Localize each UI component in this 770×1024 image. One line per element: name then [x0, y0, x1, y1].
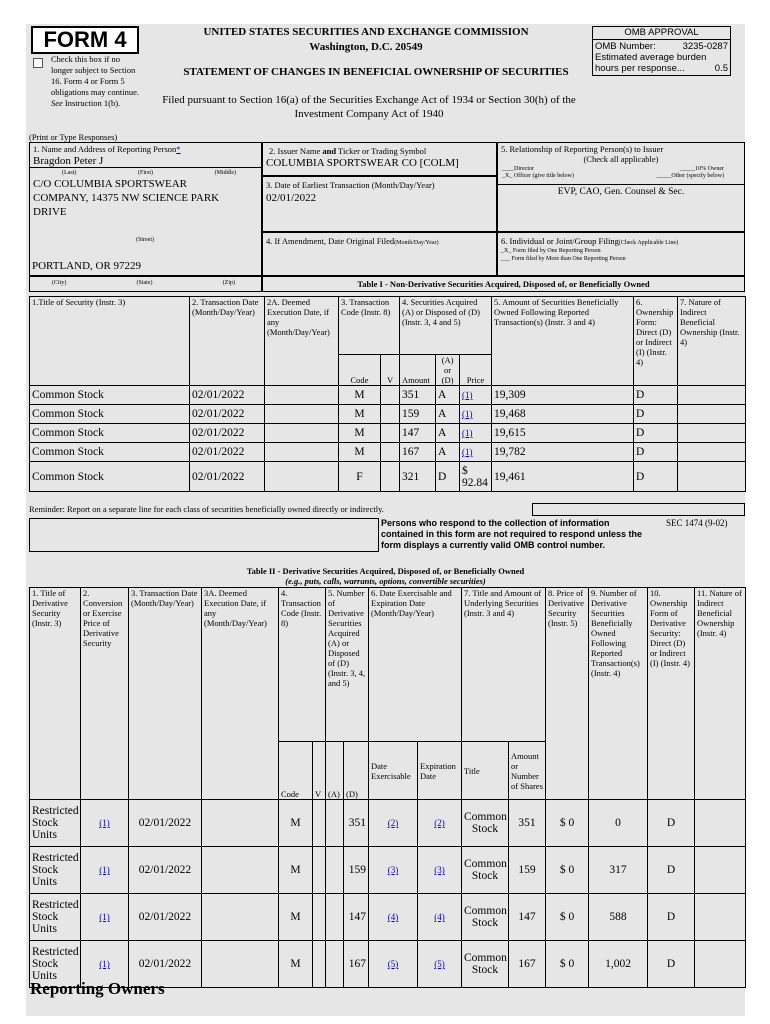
sec-code: SEC 1474 (9-02) [666, 518, 728, 528]
t1-amount: 321 [400, 462, 436, 492]
t1-deemed [265, 462, 339, 492]
t2-v [313, 800, 326, 847]
t2-exercisable-footnote-link[interactable]: (5) [387, 959, 399, 969]
other-option[interactable]: _____Other (specify below) [656, 173, 724, 179]
t1-price [460, 424, 492, 443]
t2-deemed [202, 941, 279, 988]
checkbox-note: Check this box if no longer subject to Section 16. Form 4 or Form 5 obligations may continue. See Instruction 1(b). [51, 54, 140, 108]
t2-owned: 0 [589, 800, 648, 847]
t1-form: D [634, 424, 678, 443]
t2-subheader-v: V [313, 742, 326, 800]
t1-owned: 19,461 [492, 462, 634, 492]
city-label: (City) [52, 280, 67, 286]
persons-notice: Persons who respond to the collection of information contained in this form are not required to respond unless the form displays a currently valid OMB control number. [381, 518, 643, 550]
table1-row [30, 405, 746, 424]
t1-price [460, 443, 492, 462]
street-label: (Street) [136, 237, 154, 243]
t2-d: 167 [344, 941, 369, 988]
t2-a [326, 941, 344, 988]
t1-subheader-code: Code [339, 355, 381, 386]
t2-code: M [279, 894, 313, 941]
t1-subheader-v: V [381, 355, 400, 386]
t1-header-code: 3. Transaction Code (Instr. 8) [339, 297, 400, 355]
t2-subheader-title: Title [462, 742, 509, 800]
form-page [26, 24, 745, 1016]
t2-exercisable [369, 941, 418, 988]
t1-price: $ 92.84 [460, 462, 492, 492]
box3-label: 3. Date of Earliest Transaction (Month/Day/Year) [266, 180, 435, 190]
statement-title: STATEMENT OF CHANGES IN BENEFICIAL OWNERSHIP OF SECURITIES [183, 66, 569, 78]
omb-hours: 0.5 [714, 63, 728, 74]
table1-title: Table I - Non-Derivative Securities Acquired, Disposed of, or Beneficially Owned [357, 279, 650, 289]
t1-date: 02/01/2022 [190, 386, 265, 405]
box6-label: 6. Individual or Joint/Group Filing [501, 236, 619, 246]
t2-code: M [279, 800, 313, 847]
t2-header-owned: 9. Number of Derivative Securities Beneficially Owned Following Reported Transaction(s) (Instr. 4) [589, 588, 648, 800]
t2-date: 02/01/2022 [129, 847, 202, 894]
omb-burden-label: Estimated average burden [595, 52, 707, 63]
agency-name: UNITED STATES SECURITIES AND EXCHANGE COMMISSION [203, 26, 529, 38]
t2-title: Restricted Stock Units [30, 894, 81, 941]
reporting-person-box [29, 142, 262, 276]
t1-price [460, 386, 492, 405]
t2-form: D [648, 847, 695, 894]
t1-header-acquired: 4. Securities Acquired (A) or Disposed of (D) (Instr. 3, 4 and 5) [400, 297, 492, 355]
t2-deemed [202, 847, 279, 894]
t2-form: D [648, 941, 695, 988]
t2-date: 02/01/2022 [129, 894, 202, 941]
t1-v [381, 386, 400, 405]
t2-price: $ 0 [546, 800, 589, 847]
state-label: (State) [136, 280, 153, 286]
table2 [29, 587, 746, 988]
agency-city: Washington, D.C. 20549 [309, 41, 423, 53]
no-longer-subject-checkbox[interactable] [33, 58, 43, 68]
t2-title: Restricted Stock Units [30, 847, 81, 894]
omb-number-label: OMB Number: [595, 41, 656, 52]
t1-deemed [265, 443, 339, 462]
t2-owned: 1,002 [589, 941, 648, 988]
t1-title: Common Stock [30, 405, 190, 424]
t2-exercisable [369, 847, 418, 894]
t2-u-amount: 147 [509, 894, 546, 941]
t2-code: M [279, 941, 313, 988]
reporting-person-city-state: PORTLAND, OR 97229 [32, 260, 142, 272]
t2-subheader-a: (A) [326, 742, 344, 800]
officer-title: EVP, CAO, Gen. Counsel & Sec. [557, 187, 685, 197]
box4-label: 4. If Amendment, Date Original Filed [266, 236, 395, 246]
t1-subheader-aord: (A) or (D) [436, 355, 460, 386]
t1-owned: 19,468 [492, 405, 634, 424]
t2-conv [81, 894, 129, 941]
t1-ad: A [436, 405, 460, 424]
t1-price [460, 405, 492, 424]
t2-a [326, 894, 344, 941]
t1-title: Common Stock [30, 386, 190, 405]
t1-title: Common Stock [30, 424, 190, 443]
t1-code: M [339, 386, 381, 405]
multi-person-option[interactable]: ___ Form filed by More than One Reporting Person [501, 256, 626, 262]
t1-date: 02/01/2022 [190, 462, 265, 492]
t2-header-title: 1. Title of Derivative Security (Instr. 3) [30, 588, 81, 800]
reporting-owners-heading: Reporting Owners [30, 979, 165, 998]
t2-header-dates: 6. Date Exercisable and Expiration Date (Month/Day/Year) [369, 588, 462, 742]
t1-form: D [634, 386, 678, 405]
officer-title-box [497, 184, 745, 232]
t1-nature [678, 462, 746, 492]
t2-header-deemed: 3A. Deemed Execution Date, if any (Month/Day/Year) [202, 588, 279, 800]
table2-subtitle: (e.g., puts, calls, warrants, options, convertible securities) [285, 576, 486, 586]
t2-conv-footnote-link[interactable]: (1) [99, 959, 110, 969]
table1 [29, 296, 746, 492]
t2-subheader-exp: Expiration Date [418, 742, 462, 800]
table1-row [30, 386, 746, 405]
reminder-text: Reminder: Report on a separate line for each class of securities beneficially owned directly or indirectly. [29, 504, 384, 514]
t2-nature [695, 847, 746, 894]
t2-price: $ 0 [546, 847, 589, 894]
asterisk-link[interactable]: * [176, 144, 181, 154]
t2-price: $ 0 [546, 941, 589, 988]
t2-v [313, 847, 326, 894]
reporting-person-name: Bragdon Peter J [30, 155, 261, 168]
t2-conv-footnote-link[interactable]: (1) [99, 912, 110, 922]
t1-form: D [634, 405, 678, 424]
t1-v [381, 462, 400, 492]
t2-exercisable-footnote-link[interactable]: (2) [387, 818, 399, 828]
t2-expiration-footnote-link[interactable]: (5) [434, 959, 445, 969]
t1-price-footnote-link[interactable]: (1) [462, 447, 473, 457]
t2-u-title: Common Stock [462, 847, 509, 894]
table2-row [30, 894, 746, 941]
t2-price: $ 0 [546, 894, 589, 941]
t2-expiration [418, 941, 462, 988]
issuer-name: COLUMBIA SPORTSWEAR CO [COLM] [266, 157, 459, 169]
t2-subheader-d: (D) [344, 742, 369, 800]
t2-subheader-amount: Amount or Number of Shares [509, 742, 546, 800]
t2-deemed [202, 800, 279, 847]
t2-form: D [648, 800, 695, 847]
t1-code: M [339, 405, 381, 424]
box5-check: (Check all applicable) [583, 154, 659, 164]
joint-filing-box: 6. Individual or Joint/Group Filing(Check Applicable Line) _X_ Form filed by One Reporting Person ___ Form filed by More than One Reporting Person [497, 232, 745, 276]
t1-v [381, 443, 400, 462]
t1-title: Common Stock [30, 462, 190, 492]
omb-number: 3235-0287 [682, 41, 728, 52]
earliest-transaction-date: 02/01/2022 [266, 192, 317, 204]
amendment-box: 4. If Amendment, Date Original Filed(Month/Day/Year) [262, 232, 497, 276]
t2-header-number: 5. Number of Derivative Securities Acquired (A) or Disposed of (D) (Instr. 3, 4, and 5) [326, 588, 369, 742]
t2-header-nature: 11. Nature of Indirect Beneficial Ownership (Instr. 4) [695, 588, 746, 800]
box5-label: 5. Relationship of Reporting Person(s) to Issuer [501, 144, 664, 154]
t2-title: Restricted Stock Units [30, 800, 81, 847]
first-label: (First) [138, 170, 153, 176]
t1-amount: 147 [400, 424, 436, 443]
reminder-right-box [532, 503, 745, 516]
t1-ad: D [436, 462, 460, 492]
table1-row [30, 443, 746, 462]
t1-price-footnote-link[interactable]: (1) [462, 409, 473, 419]
t2-d: 351 [344, 800, 369, 847]
t2-a [326, 847, 344, 894]
ten-pct-owner-option[interactable]: _____10% Owner [680, 166, 724, 172]
t1-header-deemed: 2A. Deemed Execution Date, if any (Month/Day/Year) [265, 297, 339, 386]
t2-expiration-footnote-link[interactable]: (3) [434, 865, 445, 875]
t2-exercisable-footnote-link[interactable]: (4) [387, 912, 399, 922]
table1-title-bar [262, 276, 745, 292]
t1-subheader-price: Price [460, 355, 492, 386]
t1-ad: A [436, 443, 460, 462]
t2-title: Restricted Stock Units [30, 941, 81, 988]
one-person-option[interactable]: _X_ Form filed by One Reporting Person [501, 248, 601, 254]
t1-nature [678, 424, 746, 443]
t1-owned: 19,309 [492, 386, 634, 405]
t2-expiration-footnote-link[interactable]: (2) [434, 818, 445, 828]
t1-deemed [265, 405, 339, 424]
table1-row [30, 424, 746, 443]
t2-header-underlying: 7. Title and Amount of Underlying Securities (Instr. 3 and 4) [462, 588, 546, 742]
t2-expiration [418, 894, 462, 941]
officer-option[interactable]: _X_ Officer (give title below) [502, 173, 574, 179]
table2-title: Table II - Derivative Securities Acquired, Disposed of, or Beneficially Owned [246, 566, 525, 576]
t2-conv-footnote-link[interactable]: (1) [99, 818, 110, 828]
t2-owned: 588 [589, 894, 648, 941]
t1-code: M [339, 443, 381, 462]
print-type-note: (Print or Type Responses) [29, 132, 118, 142]
t1-owned: 19,615 [492, 424, 634, 443]
t2-header-form: 10. Ownership Form of Derivative Security: Direct (D) or Indirect (I) (Instr. 4) [648, 588, 695, 800]
t2-expiration-footnote-link[interactable]: (4) [434, 912, 445, 922]
t2-code: M [279, 847, 313, 894]
t1-owned: 19,782 [492, 443, 634, 462]
t2-nature [695, 800, 746, 847]
t2-date: 02/01/2022 [129, 800, 202, 847]
t1-amount: 167 [400, 443, 436, 462]
t2-subheader-date-ex: Date Exercisable [369, 742, 418, 800]
table2-row [30, 800, 746, 847]
persons-left-box [29, 518, 379, 552]
t2-date: 02/01/2022 [129, 941, 202, 988]
t1-amount: 159 [400, 405, 436, 424]
t2-u-amount: 351 [509, 800, 546, 847]
form-title: FORM 4 [43, 27, 127, 52]
t2-expiration [418, 847, 462, 894]
t1-code: F [339, 462, 381, 492]
t2-deemed [202, 894, 279, 941]
t1-deemed [265, 424, 339, 443]
director-option[interactable]: ____Director [502, 166, 534, 172]
t1-price-footnote-link[interactable]: (1) [462, 390, 473, 400]
t2-a [326, 800, 344, 847]
t1-date: 02/01/2022 [190, 443, 265, 462]
table2-row [30, 847, 746, 894]
table1-row [30, 462, 746, 492]
t1-nature [678, 443, 746, 462]
reporting-person-address: C/O COLUMBIA SPORTSWEAR COMPANY, 14375 NW SCIENCE PARK DRIVE [33, 178, 220, 218]
omb-hours-label: hours per response... [595, 63, 685, 74]
t2-conv-footnote-link[interactable]: (1) [99, 865, 110, 875]
t2-header-price: 8. Price of Derivative Security (Instr. 5) [546, 588, 589, 800]
t1-code: M [339, 424, 381, 443]
t1-header-title: 1.Title of Security (Instr. 3) [30, 297, 190, 386]
t1-ad: A [436, 424, 460, 443]
t1-form: D [634, 443, 678, 462]
last-label: (Last) [62, 170, 77, 176]
t2-form: D [648, 894, 695, 941]
t2-u-title: Common Stock [462, 894, 509, 941]
t2-d: 159 [344, 847, 369, 894]
form-title-box [31, 26, 139, 54]
omb-approval-box [592, 26, 731, 76]
city-state-zip-labels [29, 276, 262, 292]
t1-subheader-amount: Amount [400, 355, 436, 386]
t1-ad: A [436, 386, 460, 405]
t2-u-title: Common Stock [462, 800, 509, 847]
t2-u-amount: 159 [509, 847, 546, 894]
t2-d: 147 [344, 894, 369, 941]
t1-date: 02/01/2022 [190, 405, 265, 424]
t1-form: D [634, 462, 678, 492]
t2-nature [695, 894, 746, 941]
t2-exercisable-footnote-link[interactable]: (3) [387, 865, 399, 875]
t1-nature [678, 386, 746, 405]
box1-label: 1. Name and Address of Reporting Person [33, 144, 177, 154]
earliest-transaction-box [262, 176, 497, 232]
t2-nature [695, 941, 746, 988]
t1-deemed [265, 386, 339, 405]
issuer-box: 2. Issuer Name and Ticker or Trading Symbol COLUMBIA SPORTSWEAR CO [COLM] [262, 142, 497, 176]
t2-v [313, 941, 326, 988]
t1-nature [678, 405, 746, 424]
filed-pursuant: Filed pursuant to Section 16(a) of the Securities Exchange Act of 1934 or Section 30(h) of the Investment Company Act of 1940 [162, 94, 576, 120]
t2-owned: 317 [589, 847, 648, 894]
t2-conv [81, 847, 129, 894]
t2-u-title: Common Stock [462, 941, 509, 988]
t1-header-date: 2. Transaction Date (Month/Day/Year) [190, 297, 265, 386]
t1-title: Common Stock [30, 443, 190, 462]
t1-date: 02/01/2022 [190, 424, 265, 443]
t1-header-form: 6. Ownership Form: Direct (D) or Indirect (I) (Instr. 4) [634, 297, 678, 386]
t2-expiration [418, 800, 462, 847]
t2-header-conversion: 2. Conversion or Exercise Price of Derivative Security [81, 588, 129, 800]
t1-header-owned: 5. Amount of Securities Beneficially Owned Following Reported Transaction(s) (Instr. 3 and 4) [492, 297, 634, 386]
omb-title: OMB APPROVAL [593, 27, 730, 40]
t1-v [381, 405, 400, 424]
t2-header-code: 4. Transaction Code (Instr. 8) [279, 588, 326, 742]
t2-conv [81, 800, 129, 847]
t2-exercisable [369, 800, 418, 847]
middle-label: (Middle) [214, 170, 236, 176]
t1-v [381, 424, 400, 443]
t1-header-nature: 7. Nature of Indirect Beneficial Ownership (Instr. 4) [678, 297, 746, 386]
t2-u-amount: 167 [509, 941, 546, 988]
t2-v [313, 894, 326, 941]
t2-subheader-code: Code [279, 742, 313, 800]
t1-amount: 351 [400, 386, 436, 405]
zip-label: (Zip) [222, 280, 235, 286]
t1-price-footnote-link[interactable]: (1) [462, 428, 473, 438]
t2-exercisable [369, 894, 418, 941]
t2-header-date: 3. Transaction Date (Month/Day/Year) [129, 588, 202, 800]
